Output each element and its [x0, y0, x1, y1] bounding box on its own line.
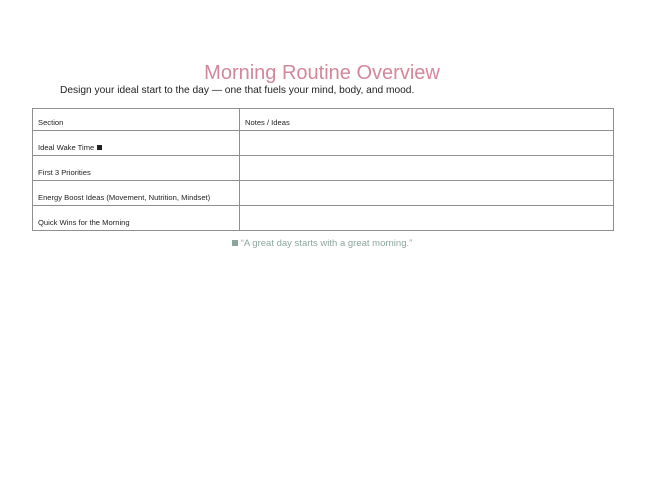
table-header-row — [33, 109, 614, 131]
section-cell: Quick Wins for the Morning — [33, 206, 240, 231]
page-subtitle: Design your ideal start to the day — one that fuels your mind, body, and mood. — [60, 85, 415, 96]
section-label: Ideal Wake Time — [38, 143, 95, 152]
notes-cell[interactable] — [240, 181, 614, 206]
section-cell: First 3 Priorities — [33, 156, 240, 181]
section-cell — [33, 131, 240, 156]
notes-cell[interactable] — [240, 131, 614, 156]
table-row — [33, 206, 614, 231]
header-section: Section — [33, 109, 240, 131]
notes-cell[interactable] — [240, 156, 614, 181]
table-row — [33, 181, 614, 206]
page-title: Morning Routine Overview — [204, 62, 440, 84]
section-cell: Energy Boost Ideas (Movement, Nutrition, Mindset) — [33, 181, 240, 206]
black-square-icon — [97, 145, 102, 150]
quote-text: “A great day starts with a great morning.” — [240, 238, 413, 249]
quote — [0, 238, 644, 250]
notes-cell[interactable] — [240, 206, 614, 231]
header-notes: Notes / Ideas — [240, 109, 614, 131]
table-row — [33, 156, 614, 181]
routine-table — [32, 108, 614, 231]
table-row — [33, 131, 614, 156]
green-square-icon — [232, 240, 238, 246]
